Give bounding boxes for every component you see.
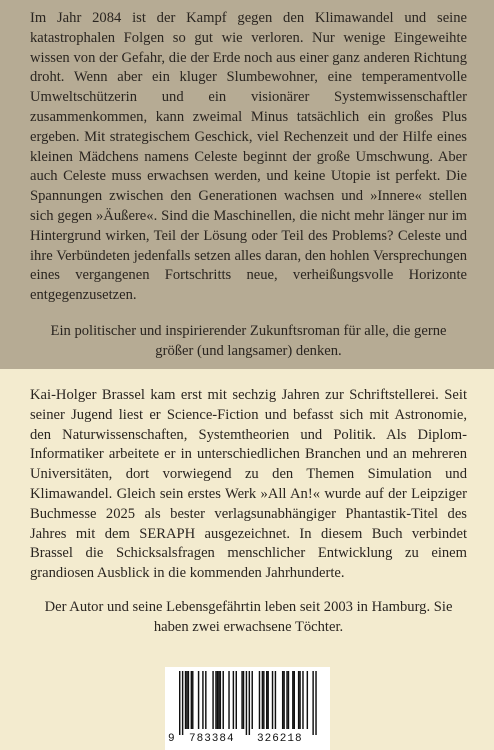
barcode-bar xyxy=(267,671,268,729)
barcode-bar xyxy=(186,671,187,729)
barcode-bar xyxy=(298,671,299,729)
barcode-bar xyxy=(182,671,183,735)
barcode-bar xyxy=(286,671,287,729)
barcode-bar xyxy=(188,671,189,729)
barcode-bar xyxy=(212,671,213,729)
barcode-bar xyxy=(294,671,295,729)
barcode-bar xyxy=(302,671,303,729)
barcode-digits xyxy=(165,733,330,747)
barcode-bar xyxy=(292,671,293,729)
barcode-bar xyxy=(249,671,250,735)
barcode-bar xyxy=(192,671,193,729)
barcode-bar xyxy=(243,671,244,729)
barcode-bar xyxy=(283,671,284,729)
barcode-bar xyxy=(220,671,221,729)
barcode-bar xyxy=(259,671,260,729)
barcode-bars xyxy=(165,667,330,735)
barcode-bar xyxy=(272,671,273,729)
blurb-tagline: Ein politischer und inspirierender Zukunftsroman für alle, die gerne größer (und langsamer) denken. xyxy=(50,323,447,359)
barcode-lead-digit: 9 xyxy=(168,733,175,745)
barcode-bar xyxy=(307,671,308,729)
barcode-bar xyxy=(185,671,186,729)
author-bio: Kai-Holger Brassel kam erst mit sechzig Jahren zur Schriftstellerei. Seit seiner Jugend liest er Science-Fiction und befasst sich mit Astronomie, den Naturwissenschaften, Systemtheorien und Politik. Als Diplom-Informatiker arbeitete er in unterschiedlichen Branchen und an mehreren Universitäten, dort vorwiegend zu den Themen Simulation und Klimawandel. Gleich sein erstes Werk »All An!« wurde auf der Leipziger Buchmesse 2025 als bester verlagsunabhängiger Phantastik-Titel des Jahres mit dem SERAPH ausgezeichnet. In diesem Buch verbindet Brassel die Schicksalsfragen menschlicher Entwicklung zu einem grandiosen Ausblick in die kommenden Jahrhunderte. xyxy=(30,387,467,582)
barcode-bar xyxy=(288,671,289,729)
barcode-bar xyxy=(266,671,267,729)
barcode-bar xyxy=(241,671,242,729)
barcode-bar xyxy=(299,671,300,729)
barcode-bar xyxy=(223,671,224,729)
isbn-barcode xyxy=(165,667,330,750)
blurb-paragraph: Im Jahr 2084 ist der Kampf gegen den Klimawandel und seine katastrophalen Folgen so gut wie verloren. Nur wenige Eingeweihte wissen von der Gefahr, die der Erde noch aus einer ganz anderen Richtung droht. Wenn aber ein kluger Slumbewohner, eine temperamentvolle Umweltschützerin und ein visionärer Systemwissenschaftler zusammenkommen, kann zweimal Minus tatsächlich ein großes Plus ergeben. Mit strategischem Geschick, viel Rechenzeit und der Hilfe eines kleinen Mädchens namens Celeste beginnt der große Umschwung. Aber auch Celeste muss erwachsen werden, und keine Utopie ist perfekt. Die Spannungen zwischen den Generationen wachsen und »Innere« stellen sich gegen »Äußere«. Sind die Maschinellen, die nicht mehr länger nur im Hintergrund wirken, Teil der Lösung oder Teil des Problems? Celeste und ihre Verbündeten jedenfalls setzen alles daran, den hohlen Versprechungen eines vergangenen Fortschritts neue, verheißungsvolle Horizonte entgegenzusetzen. xyxy=(30,10,467,304)
barcode-bar xyxy=(228,671,229,729)
barcode-bar xyxy=(315,671,316,735)
barcode-bar xyxy=(179,671,180,735)
barcode-bar xyxy=(218,671,219,729)
barcode-bar xyxy=(282,671,283,729)
barcode-bar xyxy=(312,671,313,735)
barcode-group-2: 326218 xyxy=(257,733,303,745)
barcode-bar xyxy=(202,671,203,729)
barcode-bar xyxy=(275,671,276,729)
barcode-bar xyxy=(252,671,253,729)
barcode-bar xyxy=(236,671,237,729)
barcode-bar xyxy=(246,671,247,735)
barcode-bar xyxy=(263,671,264,729)
barcode-group-1: 783384 xyxy=(189,733,235,745)
barcode-bar xyxy=(215,671,216,729)
barcode-bar xyxy=(205,671,206,729)
barcode-bar xyxy=(217,671,218,729)
barcode-bar xyxy=(262,671,263,729)
barcode-bar xyxy=(233,671,234,729)
barcode-bar xyxy=(191,671,192,729)
author-personal: Der Autor und seine Lebensgefährtin leben seit 2003 in Hamburg. Sie haben zwei erwachsene Töchter. xyxy=(44,599,453,635)
barcode-bar xyxy=(198,671,199,729)
